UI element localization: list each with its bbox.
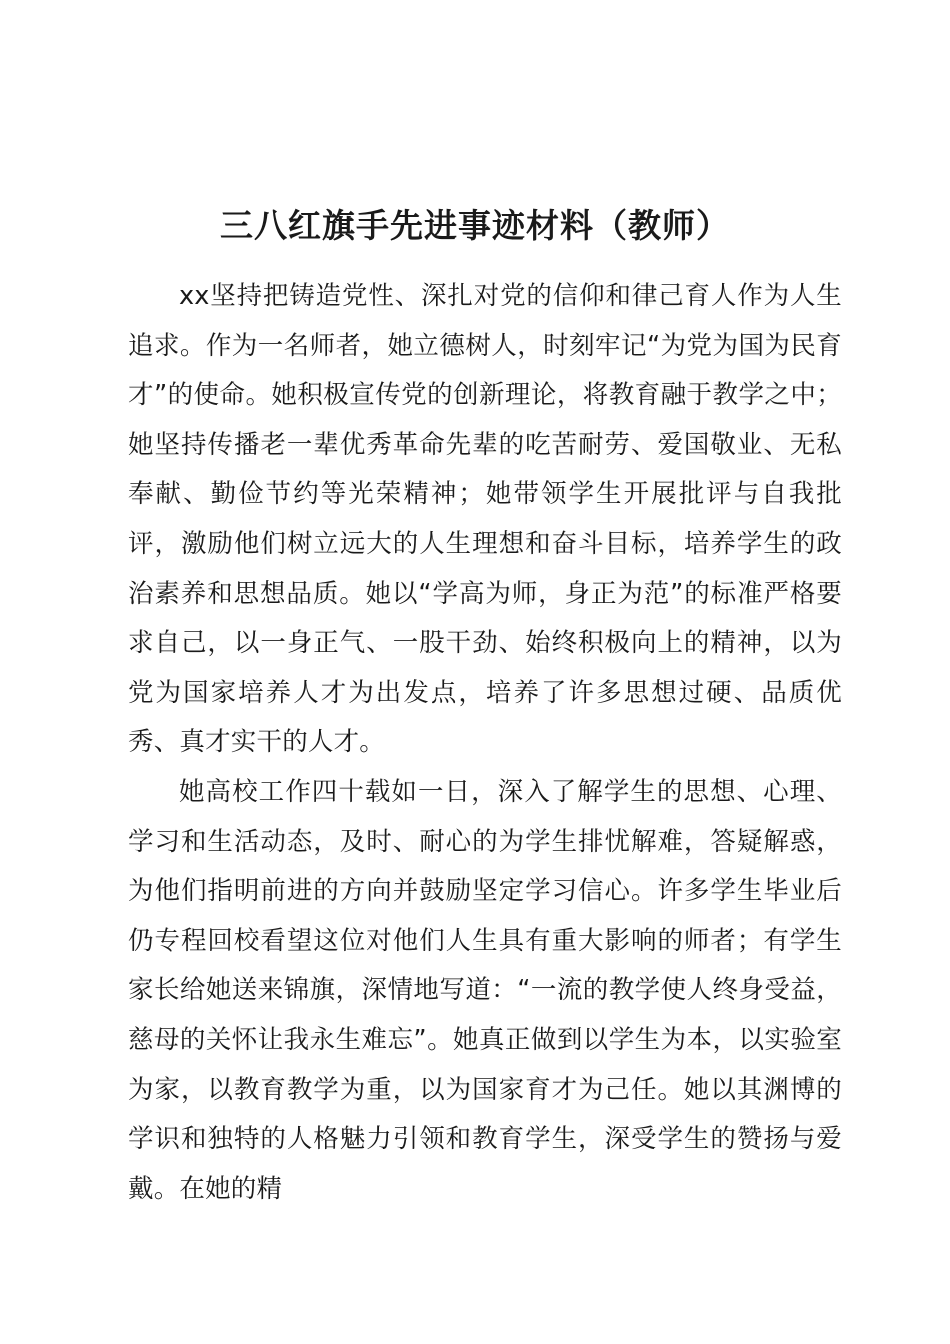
paragraph-2: 她高校工作四十载如一日，深入了解学生的思想、心理、学习和生活动态，及时、耐心的为学生排忧解难，答疑解惑，为他们指明前进的方向并鼓励坚定学习信心。许多学生毕业后仍专程回校看望这位对他们人生具有重大影响的师者；有学生家长给她送来锦旗，深情地写道：“一流的教学使人终身受益，慈母的关怀让我永生难忘”。她真正做到以学生为本，以实验室为家，以教育教学为重，以为国家育才为己任。她以其渊博的学识和独特的人格魅力引领和教育学生，深受学生的赞扬与爱戴。在她的精: [128, 776, 842, 1204]
paragraph-1: xx坚持把铸造党性、深扎对党的信仰和律己育人作为人生追求。作为一名师者，她立德树人，时刻牢记“为党为国为民育才”的使命。她积极宣传党的创新理论，将教育融于教学之中；她坚持传播老一辈优秀革命先辈的吃苦耐劳、爱国敬业、无私奉献、勤俭节约等光荣精神；她带领学生开展批评与自我批评，激励他们树立远大的人生理想和奋斗目标，培养学生的政治素养和思想品质。她以“学高为师，身正为范”的标准严格要求自己，以一身正气、一股干劲、始终积极向上的精神，以为党为国家培养人才为出发点，培养了许多思想过硬、品质优秀、真才实干的人才。: [128, 281, 842, 758]
document-title: 三八红旗手先进事迹材料（教师）: [220, 206, 730, 245]
document-body: [128, 272, 842, 1214]
